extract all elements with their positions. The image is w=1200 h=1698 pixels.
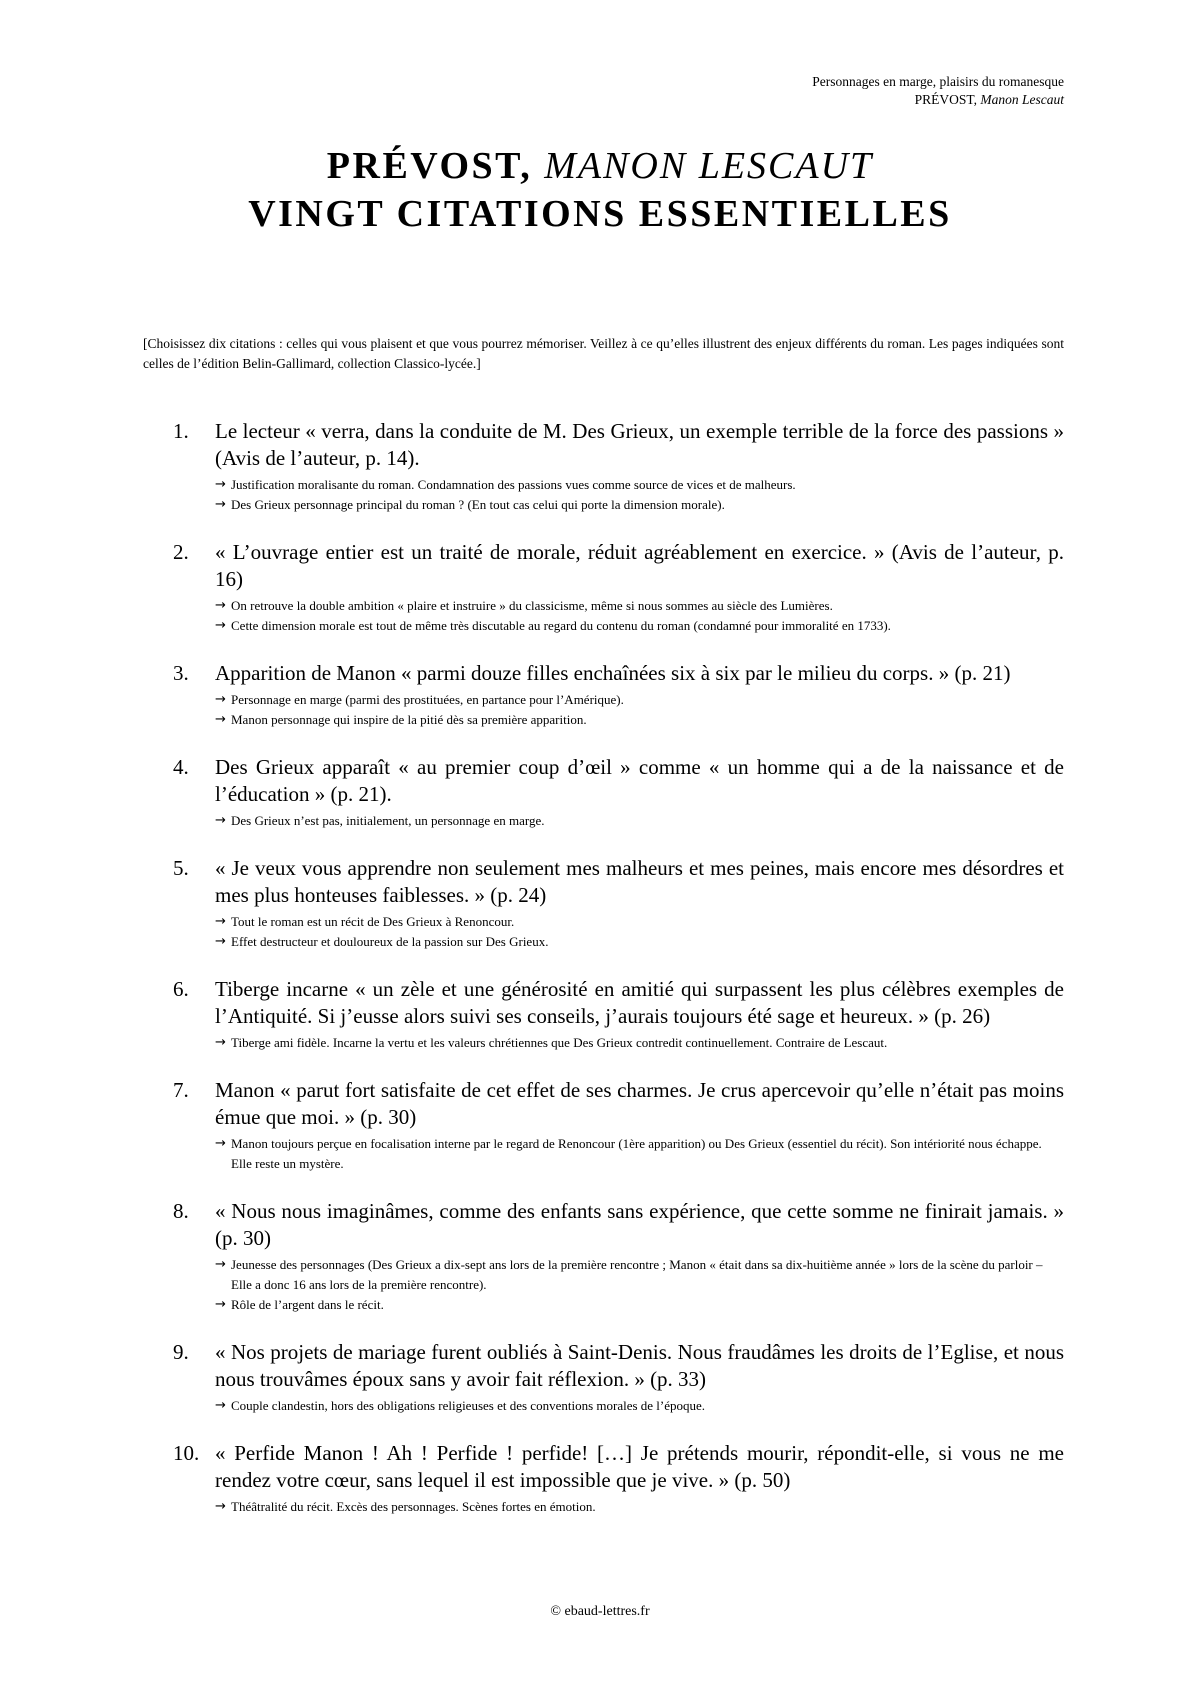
- arrow-right-icon: →: [215, 813, 226, 828]
- quotation-comments: [215, 912, 1064, 952]
- quotation-text: « Je veux vous apprendre non seulement mes malheurs et mes peines, mais encore mes désordres et mes plus honteuses faiblesses. » (p. 24): [215, 856, 1064, 907]
- comment-text: Tout le roman est un récit de Des Grieux à Renoncour.: [231, 914, 515, 929]
- quotation-number: 9.: [173, 1340, 189, 1364]
- quotation-text: « Nos projets de mariage furent oubliés à Saint-Denis. Nous fraudâmes les droits de l’Eglise, et nous nous trouvâmes époux sans y avoir fait réflexion. » (p. 33): [215, 1340, 1064, 1391]
- page-title: [0, 142, 1200, 238]
- quotation-item: [143, 1440, 1064, 1517]
- quotation-item: [143, 660, 1064, 730]
- comment-line: [215, 1497, 1064, 1517]
- arrow-right-icon: →: [215, 934, 226, 949]
- comment-line: [215, 1134, 1064, 1174]
- comment-text: Rôle de l’argent dans le récit.: [231, 1297, 384, 1312]
- quotation-text: « Perfide Manon ! Ah ! Perfide ! perfide! […] Je prétends mourir, répondit-elle, si vous ne me rendez votre cœur, sans lequel il est impossible que je vive. » (p. 50): [215, 1441, 1064, 1492]
- quotation-number: 7.: [173, 1078, 189, 1102]
- arrow-right-icon: →: [215, 598, 226, 613]
- title-work: MANON LESCAUT: [544, 145, 874, 187]
- comment-line: [215, 811, 1064, 831]
- quotation-text: Le lecteur « verra, dans la conduite de M. Des Grieux, un exemple terrible de la force des passions » (Avis de l’auteur, p. 14).: [215, 419, 1064, 470]
- comment-line: [215, 495, 1064, 515]
- quotation-text: Des Grieux apparaît « au premier coup d’œil » comme « un homme qui a de la naissance et de l’éducation » (p. 21).: [215, 755, 1064, 806]
- quotation-text: Manon « parut fort satisfaite de cet effet de ses charmes. Je crus apercevoir qu’elle n’était pas moins émue que moi. » (p. 30): [215, 1078, 1064, 1129]
- quotation-comments: [215, 811, 1064, 831]
- comment-line: [215, 596, 1064, 616]
- quotation-item: [143, 1077, 1064, 1174]
- comment-text: Justification moralisante du roman. Condamnation des passions vues comme source de vices et de malheurs.: [231, 477, 796, 492]
- arrow-right-icon: →: [215, 1297, 226, 1312]
- quotation-number: 5.: [173, 856, 189, 880]
- comment-text: Manon personnage qui inspire de la pitié dès sa première apparition.: [231, 712, 587, 727]
- quotation-number: 2.: [173, 540, 189, 564]
- quotation-number: 10.: [173, 1441, 200, 1465]
- quotation-number: 8.: [173, 1199, 189, 1223]
- title-author: PRÉVOST,: [326, 145, 545, 187]
- quotation-item: [143, 1339, 1064, 1416]
- comment-text: Personnage en marge (parmi des prostituées, en partance pour l’Amérique).: [231, 692, 624, 707]
- running-header-line1: Personnages en marge, plaisirs du romanesque: [812, 74, 1064, 89]
- comment-text: Des Grieux n’est pas, initialement, un personnage en marge.: [231, 813, 545, 828]
- comment-text: Jeunesse des personnages (Des Grieux a dix-sept ans lors de la première rencontre ; Manon « était dans sa dix-huitième année » lors de la scène du parloir – Elle a donc 16 ans lors de la première rencontre).: [231, 1257, 1043, 1292]
- quotation-item: [143, 754, 1064, 831]
- quotation-comments: [215, 1396, 1064, 1416]
- arrow-right-icon: →: [215, 712, 226, 727]
- comment-line: [215, 690, 1064, 710]
- running-header-author: PRÉVOST,: [914, 92, 981, 107]
- quotation-comments: [215, 1497, 1064, 1517]
- quotation-text: « Nous nous imaginâmes, comme des enfants sans expérience, que cette somme ne finirait jamais. » (p. 30): [215, 1199, 1064, 1250]
- comment-text: Effet destructeur et douloureux de la passion sur Des Grieux.: [231, 934, 549, 949]
- quotation-item: [143, 418, 1064, 515]
- quotation-number: 6.: [173, 977, 189, 1001]
- comment-text: Théâtralité du récit. Excès des personnages. Scènes fortes en émotion.: [231, 1499, 596, 1514]
- comment-line: [215, 1255, 1064, 1295]
- quotation-comments: [215, 1033, 1064, 1053]
- running-header: [812, 73, 1064, 109]
- running-header-line2: [812, 91, 1064, 109]
- quotation-text: « L’ouvrage entier est un traité de morale, réduit agréablement en exercice. » (Avis de l’auteur, p. 16): [215, 540, 1064, 591]
- arrow-right-icon: →: [215, 1136, 226, 1151]
- arrow-right-icon: →: [215, 1499, 226, 1514]
- comment-line: [215, 475, 1064, 495]
- arrow-right-icon: →: [215, 692, 226, 707]
- comment-text: Couple clandestin, hors des obligations religieuses et des conventions morales de l’époque.: [231, 1398, 706, 1413]
- quotation-item: [143, 976, 1064, 1053]
- instructions-paragraph: [Choisissez dix citations : celles qui vous plaisent et que vous pourrez mémoriser. Veillez à ce qu’elles illustrent des enjeux différents du roman. Les pages indiquées sont celles de l’édition Belin-Gallimard, collection Classico-lycée.]: [143, 336, 1064, 371]
- comment-text: Cette dimension morale est tout de même très discutable au regard du contenu du roman (condamné pour immoralité en 1733).: [231, 618, 891, 633]
- quotation-comments: [215, 1255, 1064, 1315]
- arrow-right-icon: →: [215, 1257, 226, 1272]
- quotation-text: Apparition de Manon « parmi douze filles enchaînées six à six par le milieu du corps. » (p. 21): [215, 661, 1011, 685]
- quotation-comments: [215, 690, 1064, 730]
- quotation-number: 3.: [173, 661, 189, 685]
- arrow-right-icon: →: [215, 914, 226, 929]
- comment-line: [215, 932, 1064, 952]
- arrow-right-icon: →: [215, 497, 226, 512]
- comment-line: [215, 710, 1064, 730]
- comment-text: Manon toujours perçue en focalisation interne par le regard de Renoncour (1ère apparition) ou Des Grieux (essentiel du récit). Son intériorité nous échappe. Elle reste un mystère.: [231, 1136, 1042, 1171]
- comment-line: [215, 1033, 1064, 1053]
- quotation-comments: [215, 475, 1064, 515]
- comment-line: [215, 616, 1064, 636]
- quotation-item: [143, 1198, 1064, 1315]
- arrow-right-icon: →: [215, 1035, 226, 1050]
- quotation-item: [143, 539, 1064, 636]
- copyright-footer: © ebaud-lettres.fr: [550, 1604, 650, 1619]
- comment-line: [215, 1295, 1064, 1315]
- comment-text: On retrouve la double ambition « plaire et instruire » du classicisme, même si nous sommes au siècle des Lumières.: [231, 598, 833, 613]
- running-header-work: Manon Lescaut: [980, 92, 1064, 107]
- arrow-right-icon: →: [215, 618, 226, 633]
- title-line1: [0, 142, 1200, 190]
- quotation-list: [143, 418, 1064, 1541]
- comment-line: [215, 1396, 1064, 1416]
- quotation-comments: [215, 596, 1064, 636]
- quotation-number: 1.: [173, 419, 189, 443]
- arrow-right-icon: →: [215, 477, 226, 492]
- arrow-right-icon: →: [215, 1398, 226, 1413]
- title-line2: VINGT CITATIONS ESSENTIELLES: [248, 193, 952, 235]
- comment-line: [215, 912, 1064, 932]
- quotation-comments: [215, 1134, 1064, 1174]
- comment-text: Tiberge ami fidèle. Incarne la vertu et les valeurs chrétiennes que Des Grieux contredit continuellement. Contraire de Lescaut.: [231, 1035, 888, 1050]
- comment-text: Des Grieux personnage principal du roman ? (En tout cas celui qui porte la dimension morale).: [231, 497, 725, 512]
- quotation-text: Tiberge incarne « un zèle et une générosité en amitié qui surpassent les plus célèbres exemples de l’Antiquité. Si j’eusse alors suivi ses conseils, j’aurais toujours été sage et heureux. » (p. 26): [215, 977, 1064, 1028]
- quotation-item: [143, 855, 1064, 952]
- quotation-number: 4.: [173, 755, 189, 779]
